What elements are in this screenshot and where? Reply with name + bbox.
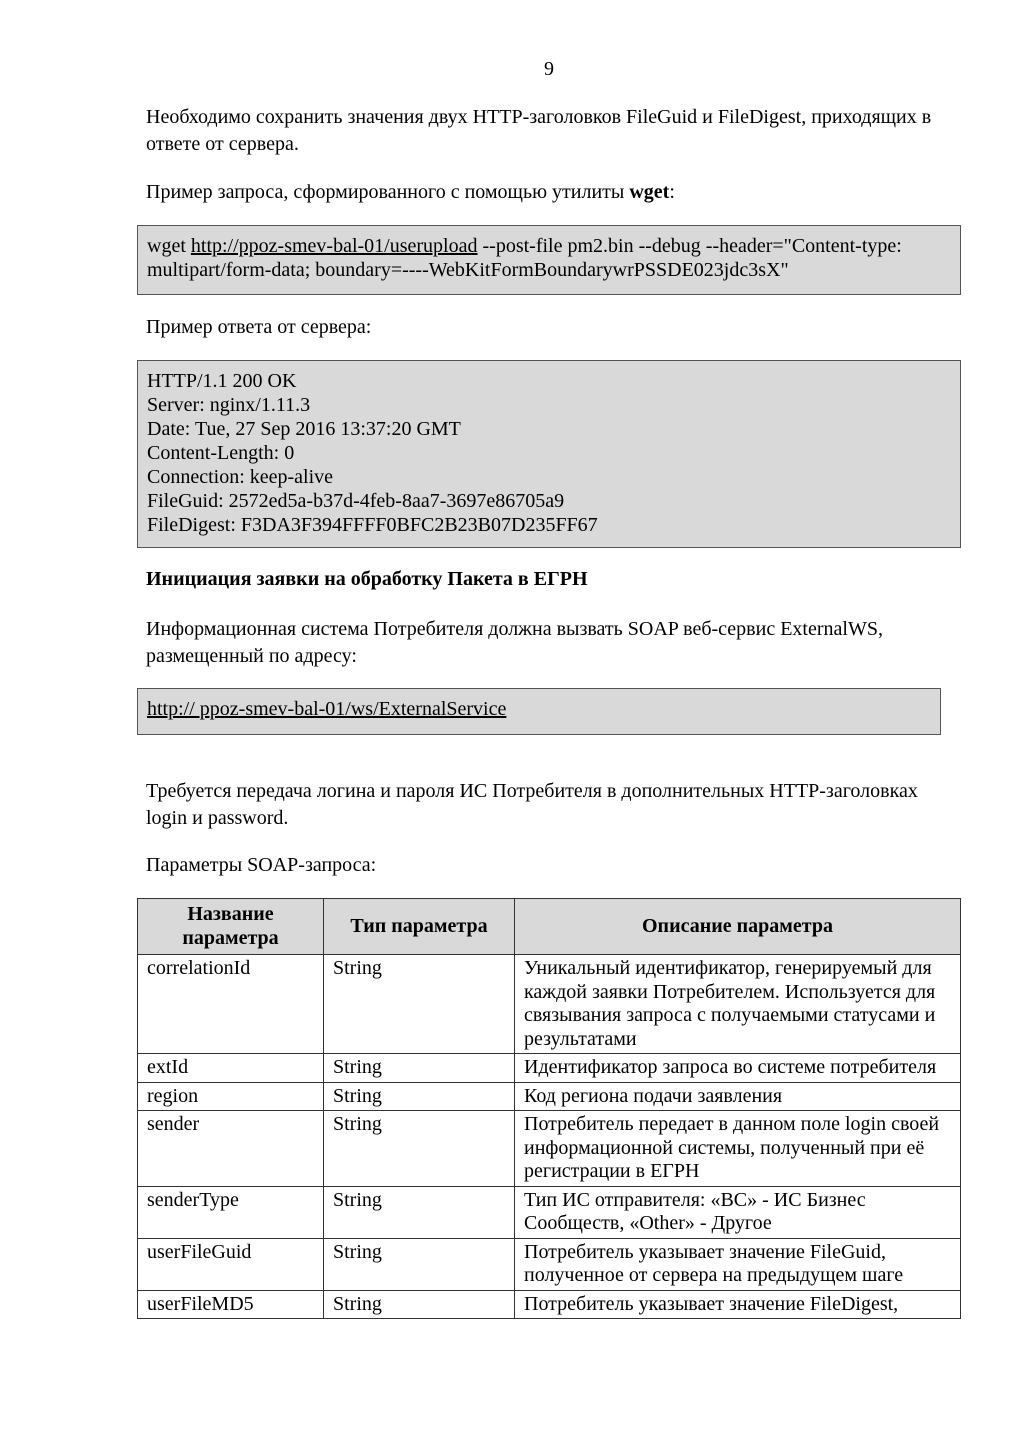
response-line: FileGuid: 2572ed5a-b37d-4feb-8aa7-3697e86705a9 xyxy=(147,490,565,512)
caption-text: Пример запроса, сформированного с помощью утилиты xyxy=(146,181,630,203)
param-type-cell: String xyxy=(324,1111,515,1187)
table-header-row xyxy=(138,899,961,955)
table-row xyxy=(138,1238,961,1290)
response-line: HTTP/1.1 200 OK xyxy=(147,370,297,392)
request-url-link[interactable]: http://ppoz-smev-bal-01/userupload xyxy=(190,235,478,257)
param-name-cell: senderType xyxy=(138,1186,324,1238)
header-param-name: Название параметра xyxy=(138,899,324,955)
request-cmd: wget xyxy=(147,235,191,257)
param-description-cell: Тип ИС отправителя: «BC» - ИС Бизнес Сообществ, «Other» - Другое xyxy=(515,1186,961,1238)
service-url-link[interactable]: http:// ppoz-smev-bal-01/ws/ExternalService xyxy=(147,698,507,720)
soap-params-table xyxy=(137,898,961,1319)
param-name-cell: userFileMD5 xyxy=(138,1290,324,1319)
param-name-cell: userFileGuid xyxy=(138,1238,324,1290)
request-line-1 xyxy=(147,234,951,258)
param-type-cell: String xyxy=(324,1082,515,1111)
service-url-box xyxy=(137,688,941,735)
param-type-cell: String xyxy=(324,955,515,1054)
param-name-cell: extId xyxy=(138,1054,324,1083)
param-description-cell: Потребитель указывает значение FileGuid, полученное от сервера на предыдущем шаге xyxy=(515,1238,961,1290)
request-example-caption xyxy=(146,179,956,206)
request-args: --post-file pm2.bin --debug --header="Content-type: xyxy=(477,235,902,257)
response-line: Connection: keep-alive xyxy=(147,466,334,488)
wget-label: wget xyxy=(629,181,670,203)
param-description-cell: Потребитель указывает значение FileDigest, xyxy=(515,1290,961,1319)
param-type-cell: String xyxy=(324,1054,515,1083)
table-row xyxy=(138,1111,961,1187)
request-code-box xyxy=(137,225,961,295)
param-name-cell: sender xyxy=(138,1111,324,1187)
param-description-cell: Код региона подачи заявления xyxy=(515,1082,961,1111)
section-heading: Инициация заявки на обработку Пакета в ЕГРН xyxy=(146,568,588,590)
param-type-cell: String xyxy=(324,1290,515,1319)
table-row xyxy=(138,955,961,1054)
caption-colon: : xyxy=(669,181,675,203)
response-code-box xyxy=(137,360,961,548)
response-line: FileDigest: F3DA3F394FFFF0BFC2B23B07D235FF67 xyxy=(147,514,598,536)
param-description-cell: Уникальный идентификатор, генерируемый для каждой заявки Потребителем. Используется для связывания запроса с получаемыми статусами и результатами xyxy=(515,955,961,1054)
table-row xyxy=(138,1054,961,1083)
response-line: Date: Tue, 27 Sep 2016 13:37:20 GMT xyxy=(147,418,461,440)
param-name-cell: correlationId xyxy=(138,955,324,1054)
header-param-description: Описание параметра xyxy=(515,899,961,955)
request-line-2: multipart/form-data; boundary=----WebKitFormBoundarywrPSSDE023jdc3sX" xyxy=(147,259,789,281)
auth-paragraph: Требуется передача логина и пароля ИС Потребителя в дополнительных HTTP-заголовках login и password. xyxy=(146,780,918,829)
table-row xyxy=(138,1186,961,1238)
param-description-cell: Потребитель передает в данном поле login своей информационной системы, полученный при её регистрации в ЕГРН xyxy=(515,1111,961,1187)
param-type-cell: String xyxy=(324,1186,515,1238)
page-number: 9 xyxy=(544,58,554,80)
response-line: Server: nginx/1.11.3 xyxy=(147,394,311,416)
table-row xyxy=(138,1082,961,1111)
intro-paragraph: Необходимо сохранить значения двух HTTP-заголовков FileGuid и FileDigest, приходящих в ответе от сервера. xyxy=(146,106,932,155)
service-intro-paragraph: Информационная система Потребителя должна вызвать SOAP веб-сервис ExternalWS, размещенный по адресу: xyxy=(146,618,883,667)
header-param-type: Тип параметра xyxy=(324,899,515,955)
param-name-cell: region xyxy=(138,1082,324,1111)
param-description-cell: Идентификатор запроса во системе потребителя xyxy=(515,1054,961,1083)
response-line: Content-Length: 0 xyxy=(147,442,295,464)
response-example-caption: Пример ответа от сервера: xyxy=(146,316,372,338)
params-caption: Параметры SOAP-запроса: xyxy=(146,854,377,876)
param-type-cell: String xyxy=(324,1238,515,1290)
table-row xyxy=(138,1290,961,1319)
